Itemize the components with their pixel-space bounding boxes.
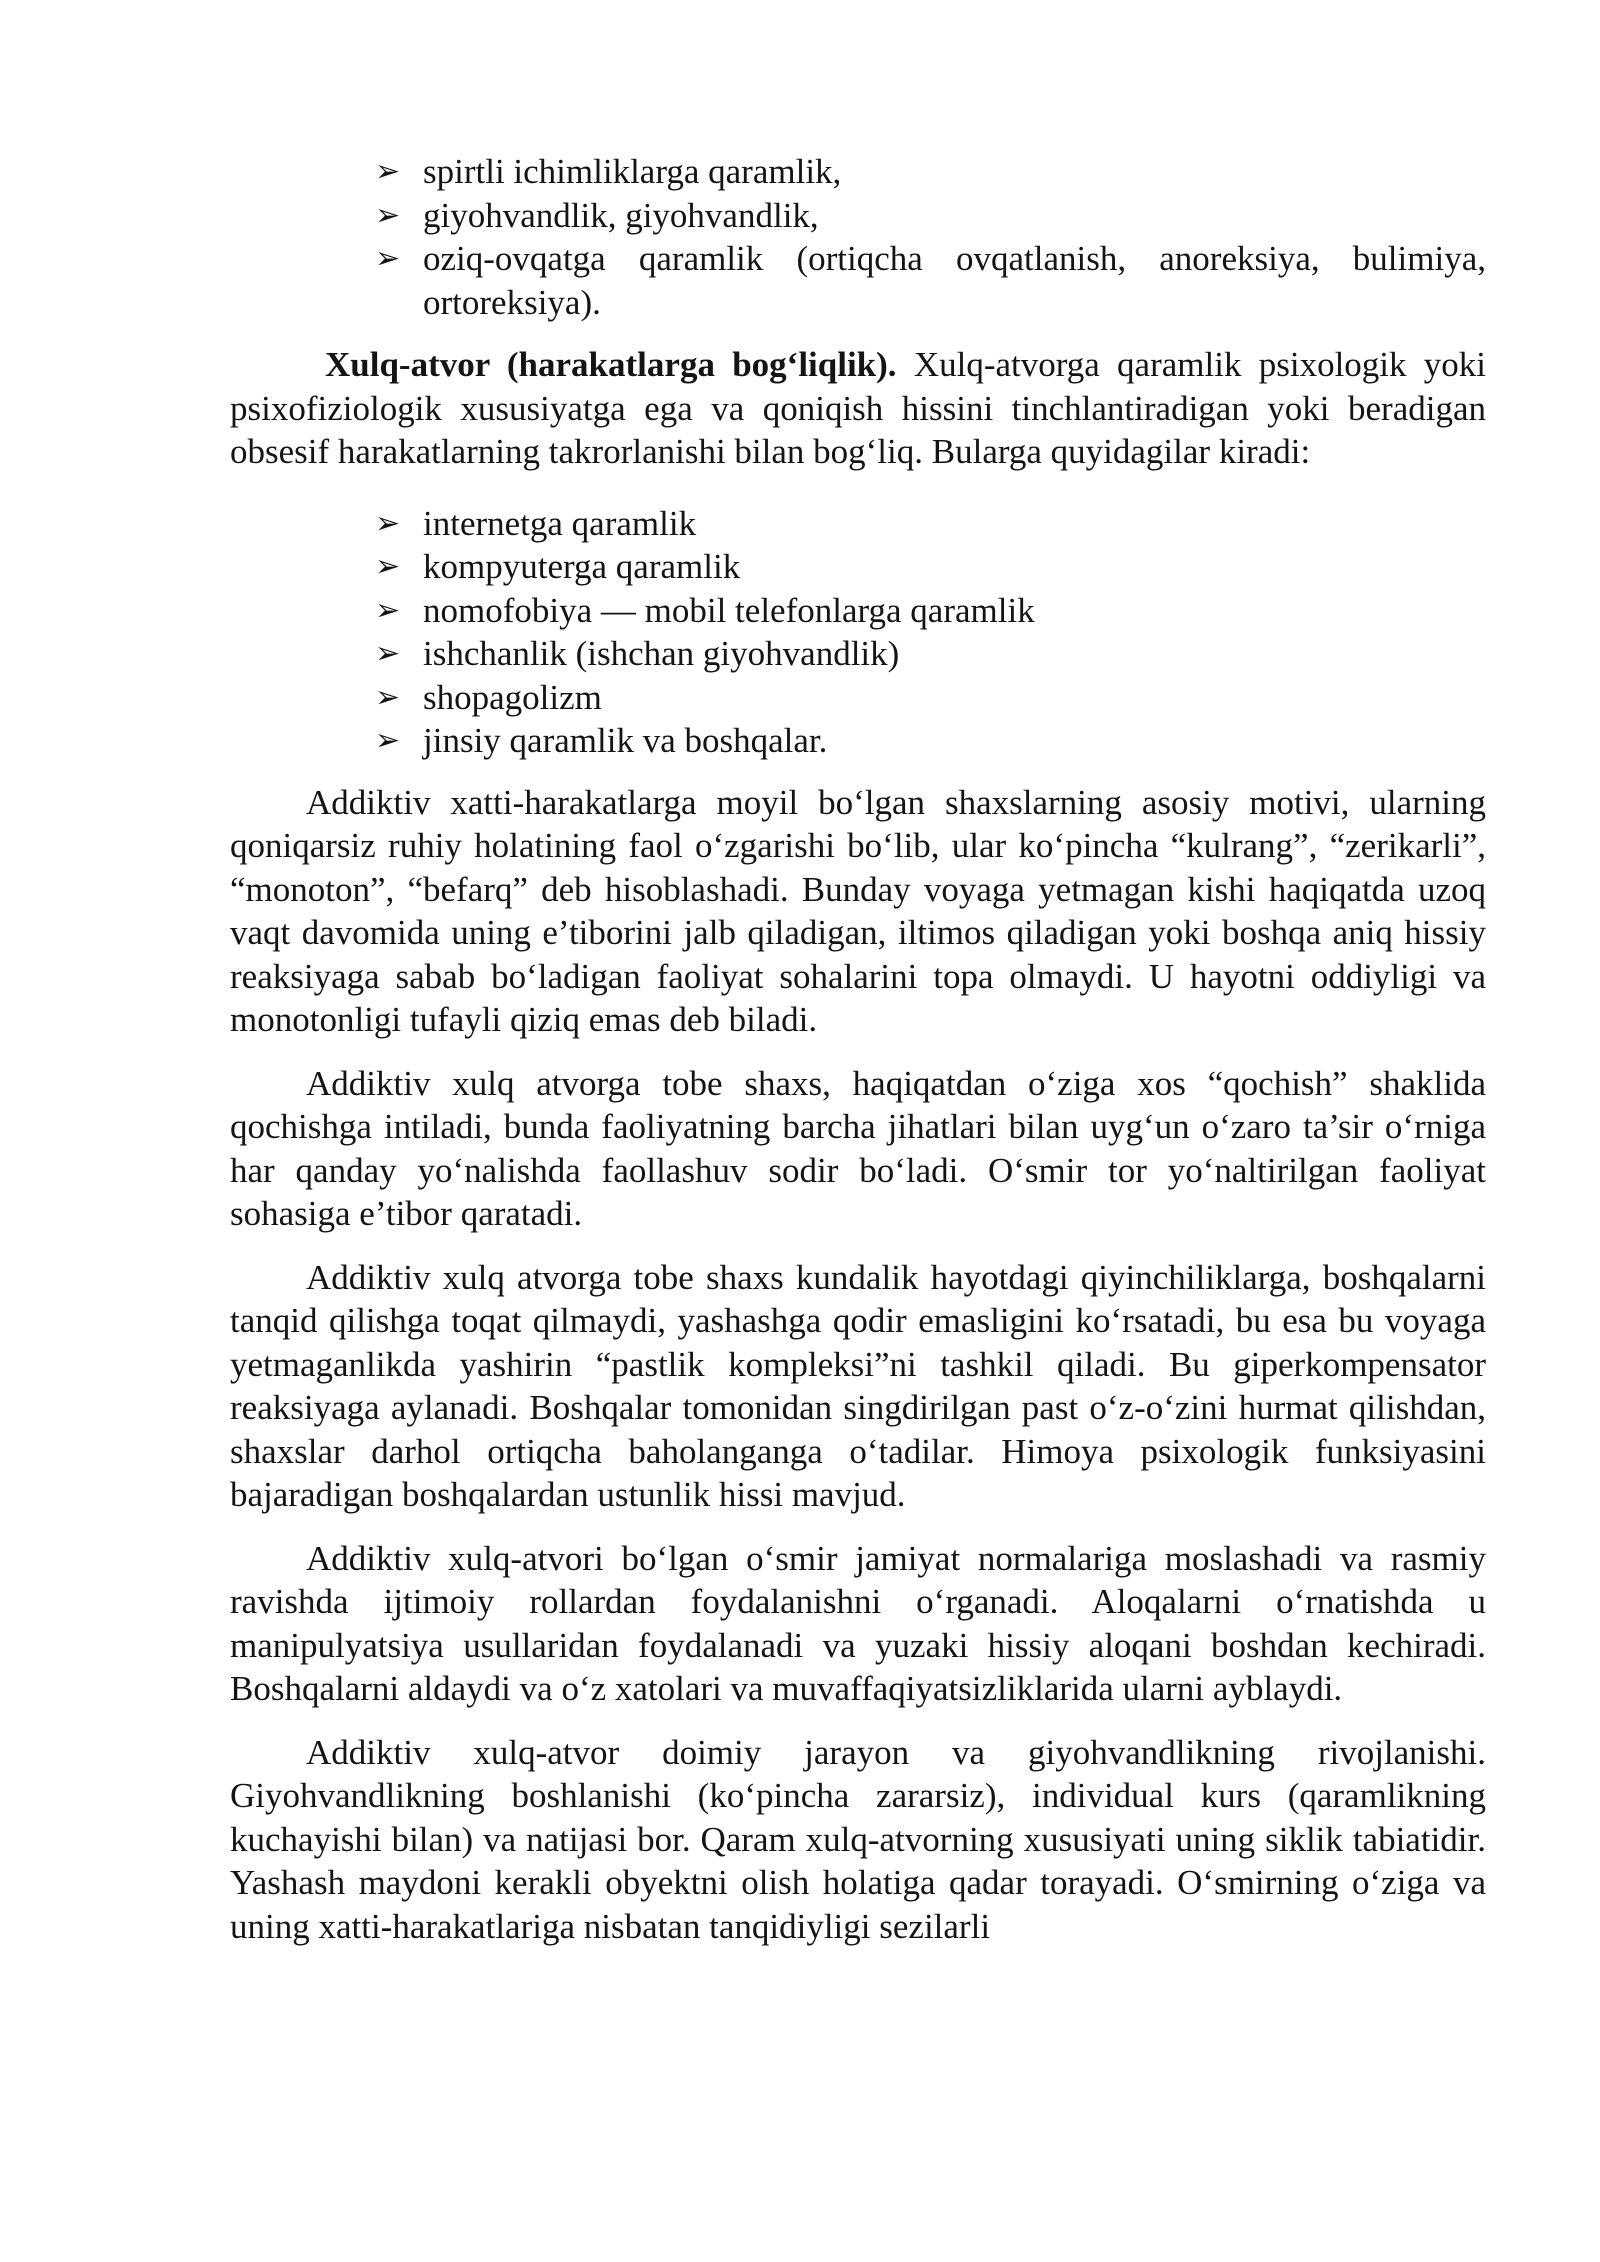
list-item (375, 150, 1486, 194)
arrowhead-bullet-icon: ➢ (375, 197, 401, 233)
list-item (375, 632, 1486, 676)
list-item-text: internetga qaramlik (423, 503, 697, 543)
list-item (375, 719, 1486, 763)
body-paragraph: Addiktiv xulq-atvori bo‘lgan o‘smir jamiyat normalariga moslashadi va rasmiy ravishda ijtimoiy rollardan foydalanishni o‘rganadi. Aloqalarni o‘rnatishda u manipulyatsiya usullaridan foydalanadi va yuzaki hissiy aloqani boshdan kechiradi. Boshqalarni aldaydi va o‘z xatolari va muvaffaqiyatsizliklarida ularni ayblaydi. (230, 1538, 1486, 1708)
list-item (375, 545, 1486, 589)
list-item-text: ishchanlik (ishchan giyohvandlik) (423, 634, 900, 673)
arrowhead-bullet-icon: ➢ (375, 154, 401, 189)
section-text: Xulq-atvorga qaramlik psixologik yoki psixofiziologik xususiyatga ega va qoniqish hissini tinchlantiradigan yoki beradigan obsesif harakatlarning takrorlanishi bilan bog‘liq. Bularga quyidagilar kiradi: (230, 345, 1487, 471)
body-paragraph: Addiktiv xatti-harakatlarga moyil bo‘lgan shaxslarning asosiy motivi, ularning qoniqarsiz ruhiy holatining faol o‘zgarishi bo‘lib, ular ko‘pincha “kulrang”, “zerikarli”, “monoton”, “befarq” deb hisoblashadi. Bunday voyaga yetmagan kishi haqiqatda uzoq vaqt davomida uning e’tiborini jalb qiladigan, iltimos qiladigan yoki boshqa aniq hissiy reaksiyaga sabab bo‘ladigan faoliyat sohalarini topa olmaydi. U hayotni oddiyligi va monotonligi tufayli qiziq emas deb biladi. (230, 782, 1486, 1039)
arrowhead-bullet-icon: ➢ (375, 636, 401, 671)
list-item-text: shopagolizm (423, 677, 602, 717)
list-item-text: spirtli ichimliklarga qaramlik, (423, 152, 842, 191)
substance-addiction-list (230, 150, 1486, 324)
list-item-text: oziq-ovqatga qaramlik (ortiqcha ovqatlanish, anoreksiya, bulimiya, ortoreksiya). (423, 239, 1486, 322)
arrowhead-bullet-icon: ➢ (375, 241, 401, 276)
list-item (375, 589, 1486, 633)
arrowhead-bullet-icon: ➢ (375, 679, 401, 715)
body-paragraph: Addiktiv xulq atvorga tobe shaxs, haqiqatdan o‘ziga xos “qochish” shaklida qochishga intiladi, bunda faoliyatning barcha jihatlari bilan uyg‘un o‘zaro ta’sir o‘rniga har qanday yo‘nalishda faollashuv sodir bo‘ladi. O‘smir tor yo‘naltirilgan faoliyat sohasiga e’tibor qaratadi. (230, 1063, 1486, 1233)
arrowhead-bullet-icon: ➢ (375, 592, 401, 628)
list-item-text: kompyuterga qaramlik (423, 547, 741, 586)
list-item-text: giyohvandlik, giyohvandlik, (423, 195, 819, 235)
list-item (375, 676, 1486, 720)
list-item-text: nomofobiya — mobil telefonlarga qaramlik (423, 590, 1035, 630)
document-page (230, 150, 1486, 1968)
arrowhead-bullet-icon: ➢ (375, 723, 401, 758)
behavior-addiction-list (230, 502, 1486, 763)
body-paragraph: Addiktiv xulq atvorga tobe shaxs kundalik hayotdagi qiyinchiliklarga, boshqalarni tanqid qilishga toqat qilmaydi, yashashga qodir emasligini ko‘rsatadi, bu esa bu voyaga yetmaganlikda yashirin “pastlik kompleksi”ni tashkil qiladi. Bu giperkompensator reaksiyaga aylanadi. Boshqalar tomonidan singdirilgan past o‘z-o‘zini hurmat qilishdan, shaxslar darhol ortiqcha baholanganga o‘tadilar. Himoya psixologik funksiyasini bajaradigan boshqalardan ustunlik hissi mavjud. (230, 1257, 1486, 1514)
list-item (375, 237, 1486, 324)
arrowhead-bullet-icon: ➢ (375, 505, 401, 541)
list-item-text: jinsiy qaramlik va boshqalar. (423, 721, 828, 760)
list-item (375, 194, 1486, 238)
body-paragraph: Addiktiv xulq-atvor doimiy jarayon va giyohvandlikning rivojlanishi. Giyohvandlikning boshlanishi (ko‘pincha zararsiz), individual kurs (qaramlikning kuchayishi bilan) va natijasi bor. Qaram xulq-atvorning xususiyati uning siklik tabiatidir. Yashash maydoni kerakli obyektni olish holatiga qadar torayadi. O‘smirning o‘ziga va uning xatti-harakatlariga nisbatan tanqidiyligi sezilarli (230, 1732, 1486, 1946)
behavior-section-paragraph (230, 343, 1486, 474)
arrowhead-bullet-icon: ➢ (375, 549, 401, 584)
section-heading: Xulq-atvor (harakatlarga bog‘liqlik). (325, 345, 897, 384)
list-item (375, 502, 1486, 546)
